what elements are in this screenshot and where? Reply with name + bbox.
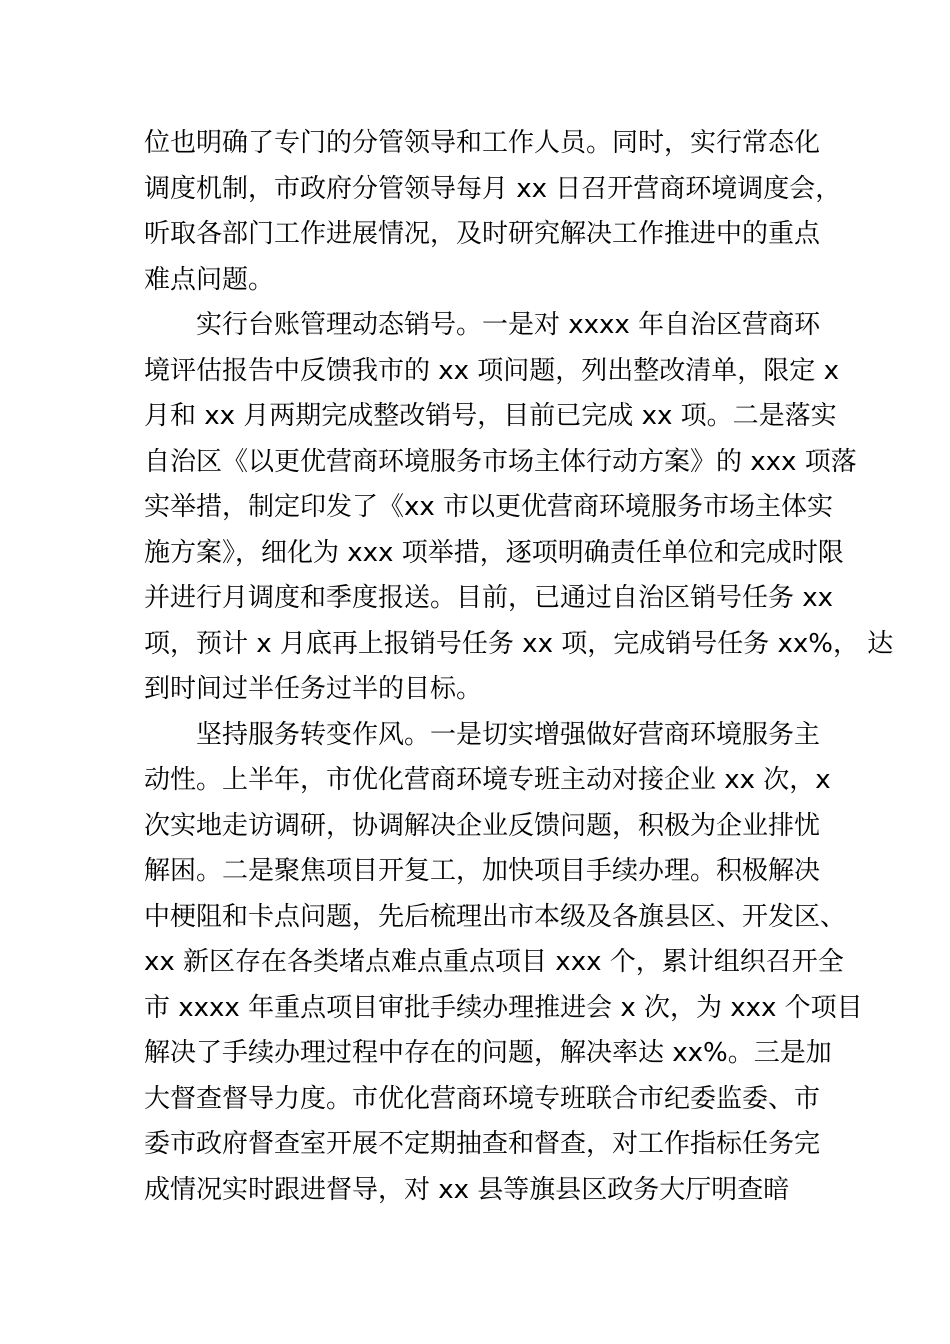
text-line: 实行台账管理动态销号。一是对 xxxx 年自治区营商环: [196, 310, 821, 340]
text-line: 成情况实时跟进督导，对 xx 县等旗县区政务大厅明查暗: [144, 1174, 790, 1205]
text-line: 动性。上半年，市优化营商环境专班主动对接企业 xx 次，x: [144, 765, 831, 795]
paragraph-2: [144, 303, 894, 713]
text-line: 次实地走访调研，协调解决企业反馈问题，积极为企业排忧: [144, 810, 821, 841]
text-line: 境评估报告中反馈我市的 xx 项问题，列出整改清单，限定 x: [144, 355, 839, 386]
text-line: 月和 xx 月两期完成整改销号，目前已完成 xx 项。二是落实: [144, 401, 837, 431]
text-line: 项，预计 x 月底再上报销号任务 xx 项，完成销号任务 xx%， 达: [144, 628, 894, 659]
paragraph-1: [144, 121, 842, 303]
text-line: 自治区《以更优营商环境服务市场主体行动方案》的 xxx 项落: [144, 446, 857, 477]
text-line: 解决了手续办理过程中存在的问题，解决率达 xx%。三是加: [144, 1038, 832, 1068]
text-line: 解困。二是聚焦项目开复工，加快项目手续办理。积极解决: [144, 856, 821, 886]
text-line: 施方案》，细化为 xxx 项举措，逐项明确责任单位和完成时限: [144, 537, 844, 568]
text-line: 调度机制，市政府分管领导每月 xx 日召开营商环境调度会，: [144, 173, 842, 204]
text-line: 位也明确了专门的分管领导和工作人员。同时，实行常态化: [144, 128, 821, 158]
text-line: 并进行月调度和季度报送。目前，已通过自治区销号任务 xx: [144, 583, 834, 613]
text-line: 难点问题。: [144, 264, 275, 295]
text-line: 大督查督导力度。市优化营商环境专班联合市纪委监委、市: [144, 1083, 821, 1114]
text-line: 到时间过半任务过半的目标。: [144, 674, 483, 704]
text-line: xx 新区存在各类堵点难点重点项目 xxx 个，累计组织召开全: [144, 947, 844, 977]
text-line: 市 xxxx 年重点项目审批手续办理推进会 x 次，为 xxx 个项目: [144, 992, 863, 1023]
text-line: 中梗阻和卡点问题，先后梳理出市本级及各旗县区、开发区、: [144, 901, 847, 932]
paragraph-3: [144, 713, 863, 1214]
text-line: 实举措，制定印发了《xx 市以更优营商环境服务市场主体实: [144, 492, 834, 522]
text-line: 坚持服务转变作风。一是切实增强做好营商环境服务主: [196, 719, 821, 750]
text-line: 委市政府督查室开展不定期抽查和督查，对工作指标任务完: [144, 1129, 821, 1159]
text-line: 听取各部门工作进展情况，及时研究解决工作推进中的重点: [144, 219, 821, 249]
document-body: [144, 121, 894, 1213]
